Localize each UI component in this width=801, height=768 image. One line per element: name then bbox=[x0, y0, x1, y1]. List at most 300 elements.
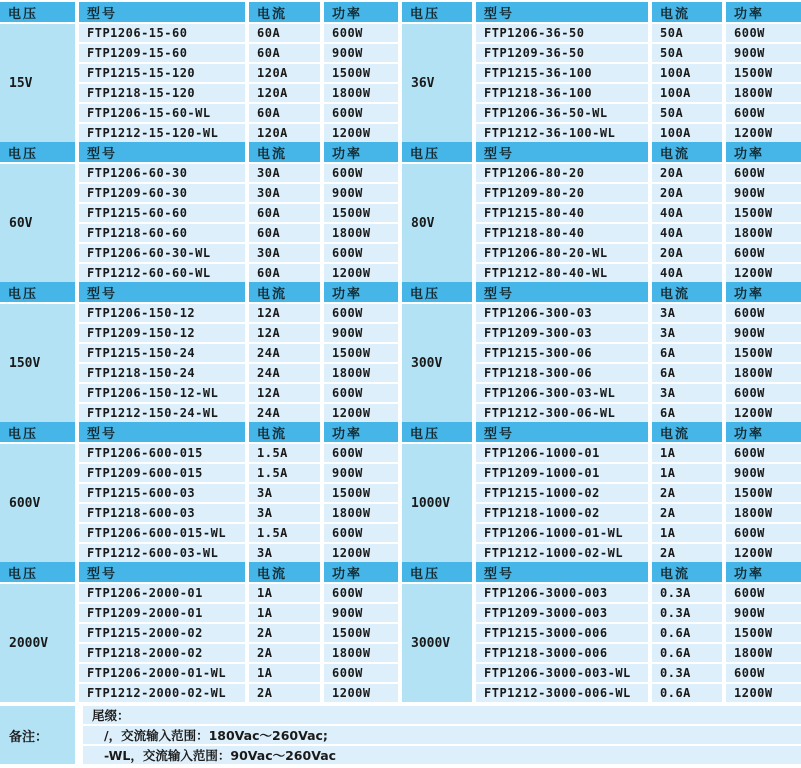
model-cell: FTP1212-600-03-WL bbox=[79, 544, 245, 562]
section-header-row bbox=[402, 562, 801, 582]
power-cell: 600W bbox=[726, 104, 801, 122]
model-cell: FTP1206-300-03 bbox=[476, 304, 648, 322]
current-cell: 1A bbox=[249, 604, 320, 622]
notes-rows bbox=[83, 706, 801, 764]
section-body bbox=[0, 442, 398, 562]
spec-row bbox=[79, 664, 398, 682]
spec-row bbox=[79, 384, 398, 402]
section-header-row bbox=[402, 2, 801, 22]
table-band bbox=[0, 2, 801, 142]
column-header-power: 功率 bbox=[726, 282, 801, 302]
suffix-line-2: -WL，交流输入范围：90Vac～260Vac bbox=[83, 746, 801, 764]
voltage-group-label: 80V bbox=[402, 164, 472, 282]
spec-row bbox=[476, 104, 801, 122]
current-cell: 0.6A bbox=[652, 684, 722, 702]
spec-row bbox=[476, 264, 801, 282]
current-cell: 1A bbox=[652, 464, 722, 482]
spec-row bbox=[79, 584, 398, 602]
voltage-group-label: 36V bbox=[402, 24, 472, 142]
spec-row bbox=[79, 184, 398, 202]
spec-row bbox=[79, 224, 398, 242]
section-rows bbox=[476, 162, 801, 282]
current-cell: 3A bbox=[652, 384, 722, 402]
power-cell: 1200W bbox=[324, 544, 398, 562]
current-cell: 60A bbox=[249, 204, 320, 222]
table-band bbox=[0, 142, 801, 282]
current-cell: 40A bbox=[652, 264, 722, 282]
power-cell: 600W bbox=[324, 24, 398, 42]
spec-row bbox=[79, 604, 398, 622]
current-cell: 1.5A bbox=[249, 524, 320, 542]
section-body bbox=[0, 22, 398, 142]
power-cell: 900W bbox=[726, 464, 801, 482]
column-header-voltage: 电压 bbox=[0, 282, 75, 302]
column-header-current: 电流 bbox=[249, 142, 320, 162]
power-cell: 1500W bbox=[726, 624, 801, 642]
power-cell: 1500W bbox=[324, 64, 398, 82]
spec-row bbox=[476, 464, 801, 482]
power-cell: 600W bbox=[726, 584, 801, 602]
column-header-model: 型号 bbox=[79, 562, 245, 582]
current-cell: 100A bbox=[652, 124, 722, 142]
spec-row bbox=[79, 464, 398, 482]
model-cell: FTP1218-300-06 bbox=[476, 364, 648, 382]
column-header-power: 功率 bbox=[726, 562, 801, 582]
power-cell: 600W bbox=[324, 584, 398, 602]
current-cell: 50A bbox=[652, 24, 722, 42]
table-band bbox=[0, 282, 801, 422]
current-cell: 6A bbox=[652, 364, 722, 382]
model-cell: FTP1206-600-015 bbox=[79, 444, 245, 462]
spec-row bbox=[79, 544, 398, 562]
model-cell: FTP1215-3000-006 bbox=[476, 624, 648, 642]
column-header-voltage: 电压 bbox=[402, 562, 472, 582]
model-cell: FTP1215-60-60 bbox=[79, 204, 245, 222]
current-cell: 2A bbox=[249, 684, 320, 702]
power-cell: 1800W bbox=[726, 224, 801, 242]
spec-row bbox=[79, 684, 398, 702]
spec-row bbox=[476, 484, 801, 502]
power-cell: 900W bbox=[324, 44, 398, 62]
section-body bbox=[402, 582, 801, 702]
current-cell: 3A bbox=[249, 544, 320, 562]
model-cell: FTP1218-60-60 bbox=[79, 224, 245, 242]
power-cell: 600W bbox=[726, 24, 801, 42]
current-cell: 0.3A bbox=[652, 664, 722, 682]
model-cell: FTP1206-300-03-WL bbox=[476, 384, 648, 402]
power-cell: 600W bbox=[324, 244, 398, 262]
voltage-section-1000v bbox=[402, 422, 801, 562]
spec-row bbox=[476, 684, 801, 702]
model-cell: FTP1218-36-100 bbox=[476, 84, 648, 102]
current-cell: 2A bbox=[652, 484, 722, 502]
model-cell: FTP1212-150-24-WL bbox=[79, 404, 245, 422]
column-header-voltage: 电压 bbox=[402, 2, 472, 22]
column-header-power: 功率 bbox=[324, 282, 398, 302]
spec-row bbox=[476, 224, 801, 242]
spec-row bbox=[79, 444, 398, 462]
power-cell: 600W bbox=[324, 164, 398, 182]
power-cell: 900W bbox=[324, 184, 398, 202]
current-cell: 1A bbox=[249, 584, 320, 602]
spec-row bbox=[79, 164, 398, 182]
power-cell: 1800W bbox=[726, 84, 801, 102]
column-header-voltage: 电压 bbox=[0, 562, 75, 582]
current-cell: 12A bbox=[249, 384, 320, 402]
current-cell: 60A bbox=[249, 224, 320, 242]
suffix-line-1: /，交流输入范围：180Vac～260Vac; bbox=[83, 726, 801, 744]
section-rows bbox=[476, 22, 801, 142]
spec-row bbox=[79, 404, 398, 422]
spec-row bbox=[79, 364, 398, 382]
power-cell: 1500W bbox=[324, 624, 398, 642]
power-cell: 900W bbox=[726, 604, 801, 622]
spec-row bbox=[79, 104, 398, 122]
current-cell: 1A bbox=[652, 524, 722, 542]
model-cell: FTP1209-1000-01 bbox=[476, 464, 648, 482]
model-cell: FTP1206-60-30-WL bbox=[79, 244, 245, 262]
model-cell: FTP1215-36-100 bbox=[476, 64, 648, 82]
section-header-row bbox=[402, 422, 801, 442]
current-cell: 50A bbox=[652, 104, 722, 122]
section-body bbox=[0, 162, 398, 282]
model-cell: FTP1206-1000-01 bbox=[476, 444, 648, 462]
model-cell: FTP1218-1000-02 bbox=[476, 504, 648, 522]
column-header-current: 电流 bbox=[249, 282, 320, 302]
voltage-section-3000v bbox=[402, 562, 801, 702]
model-cell: FTP1209-2000-01 bbox=[79, 604, 245, 622]
current-cell: 1A bbox=[652, 444, 722, 462]
model-cell: FTP1206-1000-01-WL bbox=[476, 524, 648, 542]
column-header-model: 型号 bbox=[79, 2, 245, 22]
model-cell: FTP1206-3000-003 bbox=[476, 584, 648, 602]
voltage-group-label: 1000V bbox=[402, 444, 472, 562]
power-cell: 600W bbox=[726, 164, 801, 182]
current-cell: 3A bbox=[652, 324, 722, 342]
section-rows bbox=[79, 162, 398, 282]
spec-row bbox=[79, 504, 398, 522]
spec-row bbox=[476, 384, 801, 402]
power-cell: 900W bbox=[324, 604, 398, 622]
voltage-group-label: 15V bbox=[0, 24, 75, 142]
model-cell: FTP1209-80-20 bbox=[476, 184, 648, 202]
current-cell: 24A bbox=[249, 344, 320, 362]
current-cell: 0.6A bbox=[652, 644, 722, 662]
model-cell: FTP1206-150-12-WL bbox=[79, 384, 245, 402]
current-cell: 40A bbox=[652, 204, 722, 222]
column-header-voltage: 电压 bbox=[0, 142, 75, 162]
model-cell: FTP1209-60-30 bbox=[79, 184, 245, 202]
spec-row bbox=[476, 64, 801, 82]
spec-row bbox=[476, 604, 801, 622]
voltage-section-60v bbox=[0, 142, 398, 282]
current-cell: 2A bbox=[652, 504, 722, 522]
power-cell: 1200W bbox=[726, 124, 801, 142]
section-body bbox=[0, 582, 398, 702]
current-cell: 120A bbox=[249, 84, 320, 102]
column-header-voltage: 电压 bbox=[402, 142, 472, 162]
power-cell: 1500W bbox=[324, 484, 398, 502]
column-header-current: 电流 bbox=[249, 562, 320, 582]
current-cell: 20A bbox=[652, 244, 722, 262]
model-cell: FTP1218-3000-006 bbox=[476, 644, 648, 662]
model-cell: FTP1218-150-24 bbox=[79, 364, 245, 382]
power-cell: 600W bbox=[324, 664, 398, 682]
spec-row bbox=[476, 664, 801, 682]
spec-row bbox=[476, 24, 801, 42]
power-cell: 1800W bbox=[324, 644, 398, 662]
column-header-power: 功率 bbox=[726, 2, 801, 22]
column-header-model: 型号 bbox=[476, 562, 648, 582]
power-cell: 1200W bbox=[726, 684, 801, 702]
current-cell: 12A bbox=[249, 324, 320, 342]
power-cell: 600W bbox=[726, 244, 801, 262]
current-cell: 12A bbox=[249, 304, 320, 322]
power-cell: 1800W bbox=[726, 504, 801, 522]
column-header-model: 型号 bbox=[476, 282, 648, 302]
column-header-current: 电流 bbox=[249, 422, 320, 442]
current-cell: 24A bbox=[249, 404, 320, 422]
model-cell: FTP1209-15-60 bbox=[79, 44, 245, 62]
section-header-row bbox=[0, 562, 398, 582]
section-body bbox=[402, 22, 801, 142]
power-cell: 600W bbox=[726, 444, 801, 462]
power-cell: 600W bbox=[324, 444, 398, 462]
spec-row bbox=[79, 84, 398, 102]
column-header-power: 功率 bbox=[726, 142, 801, 162]
power-cell: 1800W bbox=[324, 84, 398, 102]
section-body bbox=[402, 302, 801, 422]
column-header-current: 电流 bbox=[249, 2, 320, 22]
current-cell: 100A bbox=[652, 84, 722, 102]
model-cell: FTP1215-2000-02 bbox=[79, 624, 245, 642]
spec-row bbox=[476, 364, 801, 382]
current-cell: 120A bbox=[249, 124, 320, 142]
voltage-group-label: 150V bbox=[0, 304, 75, 422]
spec-row bbox=[476, 184, 801, 202]
column-header-model: 型号 bbox=[79, 422, 245, 442]
column-header-power: 功率 bbox=[324, 422, 398, 442]
table-band bbox=[0, 562, 801, 702]
column-header-power: 功率 bbox=[324, 562, 398, 582]
current-cell: 20A bbox=[652, 164, 722, 182]
spec-row bbox=[476, 204, 801, 222]
model-cell: FTP1218-600-03 bbox=[79, 504, 245, 522]
voltage-section-150v bbox=[0, 282, 398, 422]
spec-row bbox=[79, 644, 398, 662]
section-rows bbox=[476, 302, 801, 422]
power-cell: 1200W bbox=[324, 124, 398, 142]
spec-row bbox=[476, 84, 801, 102]
voltage-group-label: 600V bbox=[0, 444, 75, 562]
power-cell: 1200W bbox=[324, 264, 398, 282]
current-cell: 6A bbox=[652, 404, 722, 422]
current-cell: 3A bbox=[249, 504, 320, 522]
power-cell: 1500W bbox=[726, 64, 801, 82]
current-cell: 3A bbox=[652, 304, 722, 322]
power-cell: 1500W bbox=[726, 204, 801, 222]
suffix-title: 尾缀： bbox=[83, 706, 801, 724]
power-cell: 1800W bbox=[726, 644, 801, 662]
column-header-current: 电流 bbox=[652, 142, 722, 162]
spec-row bbox=[476, 524, 801, 542]
spec-row bbox=[476, 504, 801, 522]
section-header-row bbox=[0, 2, 398, 22]
column-header-model: 型号 bbox=[476, 142, 648, 162]
column-header-model: 型号 bbox=[79, 282, 245, 302]
column-header-current: 电流 bbox=[652, 2, 722, 22]
power-cell: 1800W bbox=[324, 364, 398, 382]
column-header-power: 功率 bbox=[726, 422, 801, 442]
model-cell: FTP1215-150-24 bbox=[79, 344, 245, 362]
power-cell: 600W bbox=[726, 524, 801, 542]
model-cell: FTP1218-2000-02 bbox=[79, 644, 245, 662]
current-cell: 1.5A bbox=[249, 444, 320, 462]
model-cell: FTP1206-36-50 bbox=[476, 24, 648, 42]
current-cell: 0.6A bbox=[652, 624, 722, 642]
power-cell: 1500W bbox=[726, 484, 801, 502]
spec-row bbox=[476, 304, 801, 322]
power-cell: 1200W bbox=[324, 404, 398, 422]
column-header-current: 电流 bbox=[652, 562, 722, 582]
current-cell: 0.3A bbox=[652, 584, 722, 602]
spec-row bbox=[476, 584, 801, 602]
column-header-model: 型号 bbox=[476, 2, 648, 22]
spec-row bbox=[79, 624, 398, 642]
column-header-voltage: 电压 bbox=[402, 422, 472, 442]
model-cell: FTP1212-2000-02-WL bbox=[79, 684, 245, 702]
current-cell: 2A bbox=[249, 644, 320, 662]
power-cell: 1800W bbox=[324, 504, 398, 522]
model-cell: FTP1212-300-06-WL bbox=[476, 404, 648, 422]
section-body bbox=[402, 442, 801, 562]
power-cell: 1500W bbox=[726, 344, 801, 362]
power-cell: 900W bbox=[324, 464, 398, 482]
spec-row bbox=[476, 324, 801, 342]
model-cell: FTP1215-80-40 bbox=[476, 204, 648, 222]
model-cell: FTP1206-150-12 bbox=[79, 304, 245, 322]
current-cell: 40A bbox=[652, 224, 722, 242]
voltage-group-label: 2000V bbox=[0, 584, 75, 702]
power-cell: 1500W bbox=[324, 344, 398, 362]
current-cell: 24A bbox=[249, 364, 320, 382]
power-cell: 600W bbox=[324, 384, 398, 402]
power-cell: 900W bbox=[726, 44, 801, 62]
section-rows bbox=[79, 582, 398, 702]
voltage-section-300v bbox=[402, 282, 801, 422]
power-cell: 1200W bbox=[324, 684, 398, 702]
spec-row bbox=[79, 44, 398, 62]
spec-row bbox=[79, 264, 398, 282]
model-cell: FTP1209-150-12 bbox=[79, 324, 245, 342]
section-header-row bbox=[0, 282, 398, 302]
current-cell: 1.5A bbox=[249, 464, 320, 482]
voltage-section-2000v bbox=[0, 562, 398, 702]
power-cell: 1200W bbox=[726, 544, 801, 562]
section-rows bbox=[79, 442, 398, 562]
power-cell: 600W bbox=[324, 524, 398, 542]
column-header-model: 型号 bbox=[79, 142, 245, 162]
section-header-row bbox=[402, 142, 801, 162]
current-cell: 0.3A bbox=[652, 604, 722, 622]
current-cell: 60A bbox=[249, 24, 320, 42]
spec-row bbox=[476, 544, 801, 562]
notes-label: 备注： bbox=[0, 706, 75, 764]
model-cell: FTP1206-80-20 bbox=[476, 164, 648, 182]
section-rows bbox=[476, 442, 801, 562]
model-cell: FTP1212-15-120-WL bbox=[79, 124, 245, 142]
spec-row bbox=[476, 444, 801, 462]
spec-row bbox=[476, 124, 801, 142]
spec-row bbox=[79, 204, 398, 222]
model-cell: FTP1206-600-015-WL bbox=[79, 524, 245, 542]
current-cell: 120A bbox=[249, 64, 320, 82]
model-cell: FTP1215-15-120 bbox=[79, 64, 245, 82]
spec-row bbox=[476, 404, 801, 422]
spec-row bbox=[79, 64, 398, 82]
column-header-current: 电流 bbox=[652, 422, 722, 442]
spec-row bbox=[79, 524, 398, 542]
voltage-section-600v bbox=[0, 422, 398, 562]
column-header-voltage: 电压 bbox=[0, 2, 75, 22]
section-rows bbox=[79, 22, 398, 142]
current-cell: 30A bbox=[249, 164, 320, 182]
model-cell: FTP1212-36-100-WL bbox=[476, 124, 648, 142]
current-cell: 30A bbox=[249, 184, 320, 202]
section-body bbox=[0, 302, 398, 422]
section-header-row bbox=[0, 142, 398, 162]
model-cell: FTP1215-600-03 bbox=[79, 484, 245, 502]
power-cell: 1500W bbox=[324, 204, 398, 222]
model-cell: FTP1206-36-50-WL bbox=[476, 104, 648, 122]
spec-row bbox=[476, 44, 801, 62]
current-cell: 60A bbox=[249, 44, 320, 62]
spec-row bbox=[476, 244, 801, 262]
current-cell: 50A bbox=[652, 44, 722, 62]
current-cell: 2A bbox=[652, 544, 722, 562]
power-cell: 600W bbox=[726, 384, 801, 402]
power-cell: 600W bbox=[726, 664, 801, 682]
spec-row bbox=[476, 344, 801, 362]
voltage-group-label: 60V bbox=[0, 164, 75, 282]
current-cell: 6A bbox=[652, 344, 722, 362]
model-cell: FTP1206-60-30 bbox=[79, 164, 245, 182]
section-body bbox=[402, 162, 801, 282]
spec-row bbox=[79, 24, 398, 42]
column-header-voltage: 电压 bbox=[0, 422, 75, 442]
section-rows bbox=[79, 302, 398, 422]
model-cell: FTP1206-15-60 bbox=[79, 24, 245, 42]
model-cell: FTP1218-80-40 bbox=[476, 224, 648, 242]
power-cell: 1800W bbox=[324, 224, 398, 242]
section-rows bbox=[476, 582, 801, 702]
notes-section bbox=[0, 706, 801, 764]
power-cell: 1200W bbox=[726, 404, 801, 422]
current-cell: 100A bbox=[652, 64, 722, 82]
model-cell: FTP1209-3000-003 bbox=[476, 604, 648, 622]
spec-row bbox=[476, 164, 801, 182]
power-cell: 1800W bbox=[726, 364, 801, 382]
current-cell: 60A bbox=[249, 104, 320, 122]
model-cell: FTP1206-3000-003-WL bbox=[476, 664, 648, 682]
voltage-group-label: 300V bbox=[402, 304, 472, 422]
spec-row bbox=[79, 304, 398, 322]
spec-row bbox=[79, 484, 398, 502]
spec-row bbox=[79, 344, 398, 362]
column-header-power: 功率 bbox=[324, 2, 398, 22]
model-cell: FTP1212-1000-02-WL bbox=[476, 544, 648, 562]
model-cell: FTP1206-80-20-WL bbox=[476, 244, 648, 262]
